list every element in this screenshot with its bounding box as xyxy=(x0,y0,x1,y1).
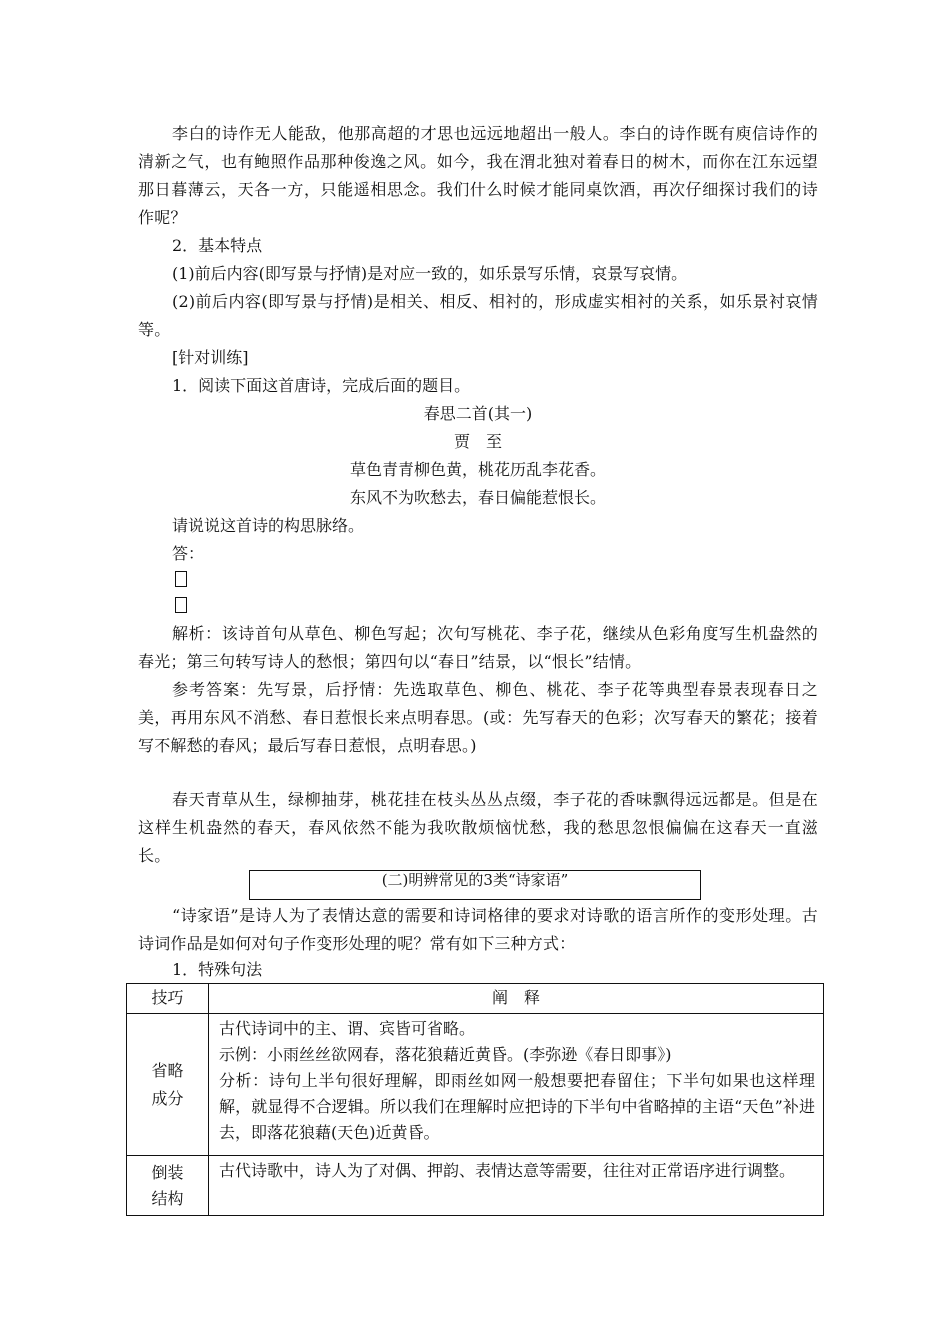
explanation-cell xyxy=(209,1014,824,1156)
technique-cell xyxy=(127,1156,209,1216)
explanation-analysis: 分析：诗句上半句很好理解，即雨丝如网一般想要把春留住；下半句如果也这样理解，就显得不合逻辑。所以我们在理解时应把诗的下半句中省略掉的主语“天色”补进去，即落花狼藉(天色)近黄昏。 xyxy=(219,1071,815,1142)
table-header-technique: 技巧 xyxy=(127,984,209,1014)
translation-paragraph: 春天青草从生，绿柳抽芽，桃花挂在枝头丛丛点缀，李子花的香味飘得远远都是。但是在这样生机盎然的春天，春风依然不能为我吹散烦恼忧愁，我的愁思忽恨偏偏在这春天一直滋长。 xyxy=(138,790,818,865)
table-header-row xyxy=(127,984,824,1014)
explanation-example: 示例：小雨丝丝欲网春，落花狼藉近黄昏。(李弥逊《春日即事》) xyxy=(219,1045,672,1064)
explanation-cell xyxy=(209,1156,824,1216)
section-title: (二)明辨常见的3类“诗家语” xyxy=(381,871,569,889)
technique-table xyxy=(126,983,824,1216)
feature-item-2: (2)前后内容(即写景与抒情)是相关、相反、相衬的，形成虚实相衬的关系，如乐景衬哀情等。 xyxy=(138,292,818,339)
question-1: 1．阅读下面这首唐诗，完成后面的题目。 xyxy=(172,376,471,395)
answer-blank-box xyxy=(175,597,187,613)
feature-item-1: (1)前后内容(即写景与抒情)是对应一致的，如乐景写乐情，哀景写哀情。 xyxy=(172,264,688,283)
table-row xyxy=(127,1014,824,1156)
question-prompt: 请说说这首诗的构思脉络。 xyxy=(172,516,365,535)
training-label: [针对训练] xyxy=(172,348,249,367)
reference-answer-paragraph: 参考答案：先写景，后抒情：先选取草色、柳色、桃花、李子花等典型春景表现春日之美，再用东风不消愁、春日惹恨长来点明春思。(或：先写春天的色彩；次写春天的繁花；接着写不解愁的春风；最后写春日惹恨，点明春思。) xyxy=(138,680,818,755)
explanation-line: 古代诗歌中，诗人为了对偶、押韵、表情达意等需要，往往对正常语序进行调整。 xyxy=(219,1161,796,1180)
analysis-paragraph: 解析：该诗首句从草色、柳色写起；次句写桃花、李子花，继续从色彩角度写生机盎然的春光；第三句转写诗人的愁恨；第四句以“春日”结景，以“恨长”结情。 xyxy=(138,624,818,671)
technique-label: 倒装结构 xyxy=(151,1162,184,1208)
answer-label: 答： xyxy=(172,544,205,563)
answer-blank-box xyxy=(175,571,187,587)
heading-basic-features: 2．基本特点 xyxy=(172,236,263,255)
poem-line-2: 东风不为吹愁去，春日偏能惹恨长。 xyxy=(349,488,606,507)
explanation-line: 古代诗词中的主、谓、宾皆可省略。 xyxy=(219,1019,476,1038)
table-header-explanation: 阐 释 xyxy=(209,984,824,1014)
technique-label: 省略成分 xyxy=(151,1060,184,1108)
poem-title: 春思二首(其一) xyxy=(423,404,533,423)
section-title-box xyxy=(249,870,701,900)
intro-paragraph: 李白的诗作无人能敌，他那高超的才思也远远地超出一般人。李白的诗作既有庾信诗作的清新之气，也有鲍照作品那种俊逸之风。如今，我在渭北独对着春日的树木，而你在江东远望那日暮薄云，天各一方，只能遥相思念。我们什么时候才能同桌饮酒，再次仔细探讨我们的诗作呢？ xyxy=(138,124,818,227)
poem-author: 贾 至 xyxy=(453,432,502,451)
table-row xyxy=(127,1156,824,1216)
poem-line-1: 草色青青柳色黄，桃花历乱李花香。 xyxy=(349,460,606,479)
section-intro-paragraph: “诗家语”是诗人为了表情达意的需要和诗词格律的要求对诗歌的语言所作的变形处理。古诗词作品是如何对句子作变形处理的呢？常有如下三种方式： xyxy=(138,906,818,953)
technique-cell xyxy=(127,1014,209,1156)
heading-special-syntax: 1．特殊句法 xyxy=(172,960,263,979)
